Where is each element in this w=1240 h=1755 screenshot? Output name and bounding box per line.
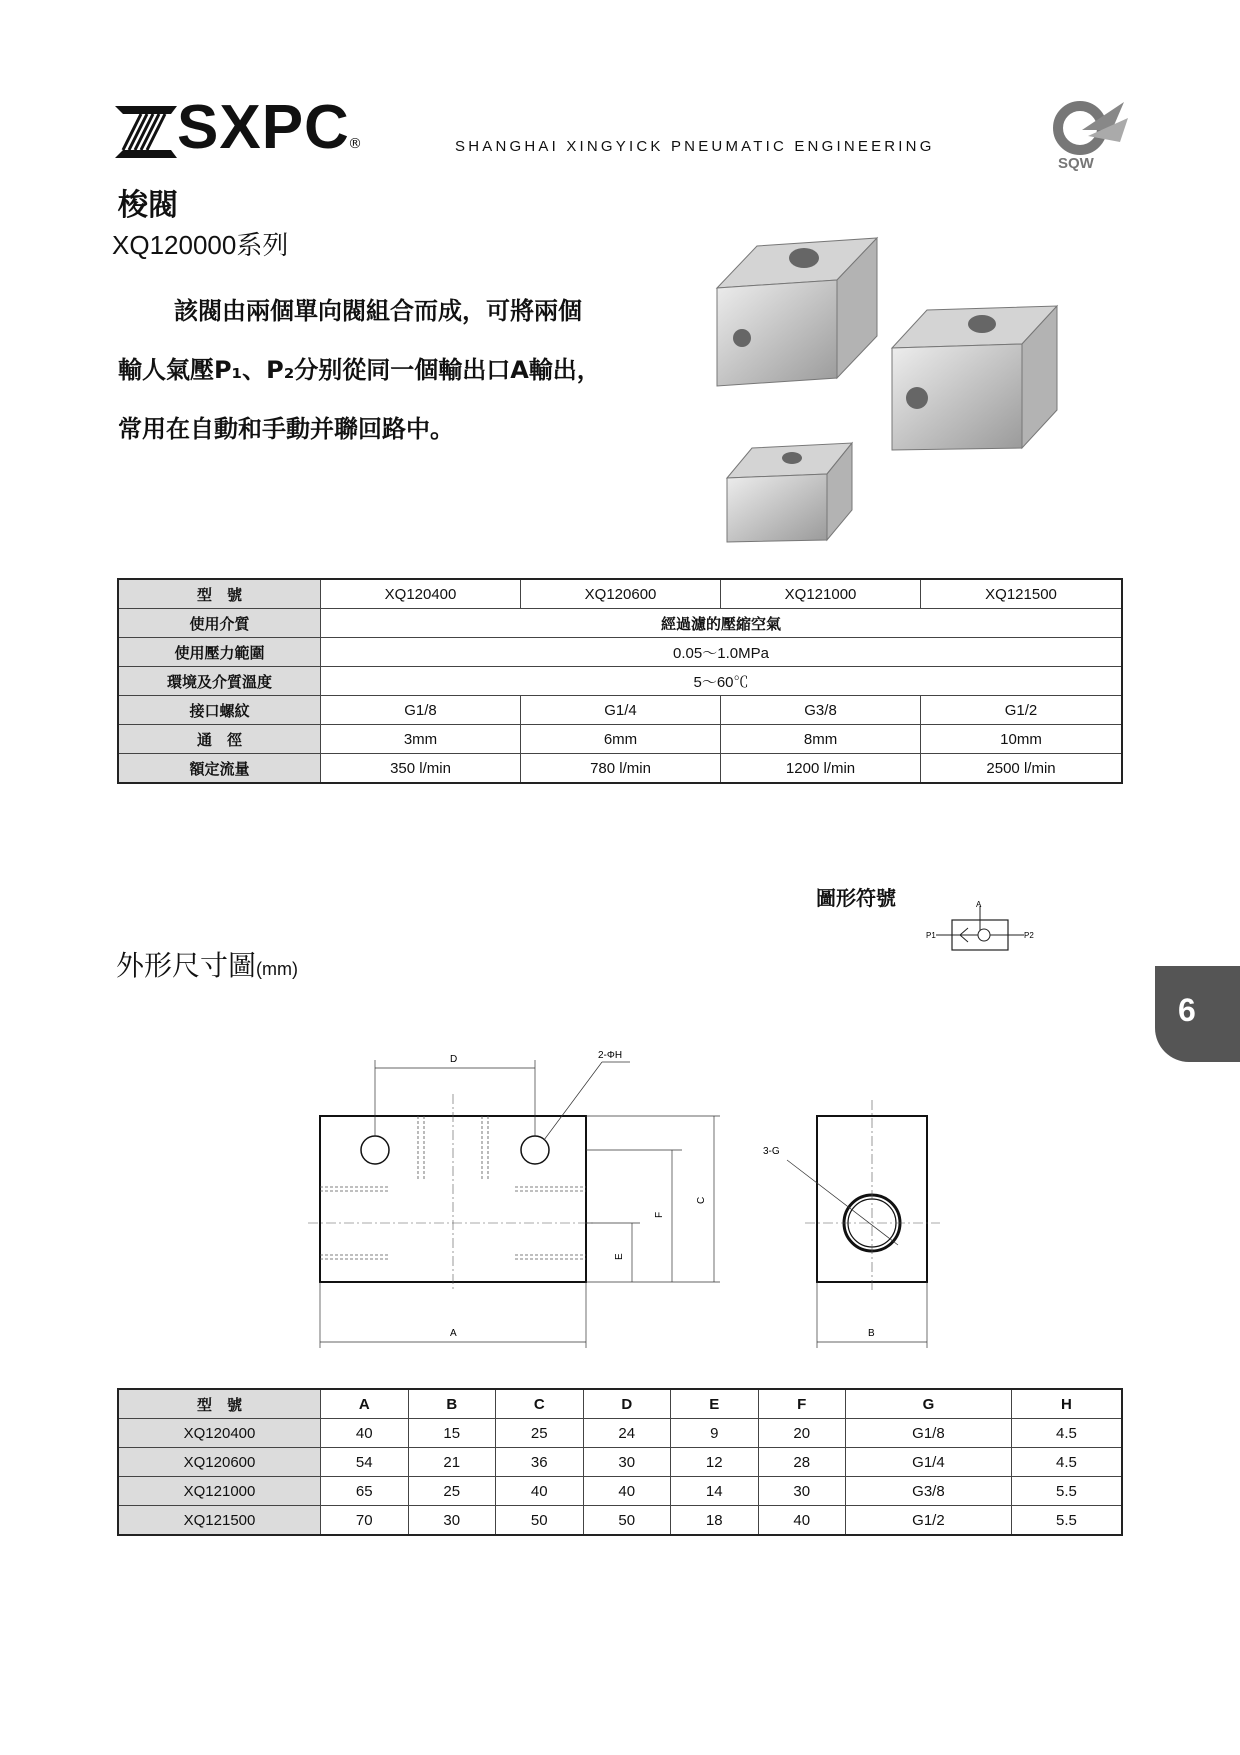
dim-label-c: C <box>696 1196 707 1204</box>
table-row <box>118 1419 1122 1448</box>
dims-header-cell: 型 號 <box>118 1389 321 1419</box>
dims-cell: 4.5 <box>1011 1419 1122 1448</box>
spec-row-label: 使用介質 <box>118 609 321 638</box>
product-series: XQ120000系列 <box>112 230 289 260</box>
dims-cell: XQ121000 <box>118 1477 321 1506</box>
spec-row-label: 額定流量 <box>118 754 321 784</box>
port-p2-label: P2 <box>1024 931 1034 940</box>
description-line: 常用在自動和手動并聯回路中。 <box>118 415 454 443</box>
sqw-text: SQW <box>1058 155 1094 172</box>
dims-cell: 40 <box>496 1477 584 1506</box>
page-tab-number: 6 <box>1178 992 1196 1028</box>
registered-mark: ® <box>348 136 362 152</box>
dims-cell: 65 <box>321 1477 409 1506</box>
dims-cell: 40 <box>583 1477 671 1506</box>
spec-cell: 10mm <box>921 725 1122 754</box>
dims-cell: G1/8 <box>846 1419 1012 1448</box>
dims-cell: 9 <box>671 1419 759 1448</box>
dims-cell: G3/8 <box>846 1477 1012 1506</box>
dims-cell: 36 <box>496 1448 584 1477</box>
model-cell: XQ121000 <box>721 579 921 609</box>
spec-row-label: 環境及介質溫度 <box>118 667 321 696</box>
spec-table <box>117 578 1123 784</box>
spec-cell: 1200 l/min <box>721 754 921 784</box>
dims-cell: 25 <box>408 1477 496 1506</box>
dims-header-cell: G <box>846 1389 1012 1419</box>
spec-row-label: 接口螺紋 <box>118 696 321 725</box>
spec-row-temperature <box>118 667 1122 696</box>
dims-cell: 5.5 <box>1011 1506 1122 1536</box>
dims-cell: 12 <box>671 1448 759 1477</box>
dim-label-thread: 3-G <box>763 1146 780 1157</box>
dim-label-a: A <box>450 1328 457 1339</box>
dims-cell: 54 <box>321 1448 409 1477</box>
dims-cell: 40 <box>758 1506 846 1536</box>
dimension-drawing <box>290 1040 950 1360</box>
dims-cell: 21 <box>408 1448 496 1477</box>
spec-cell: G1/2 <box>921 696 1122 725</box>
port-p1-label: P1 <box>926 931 936 940</box>
dim-label-f: F <box>654 1211 665 1218</box>
dims-cell: 15 <box>408 1419 496 1448</box>
dim-label-d: D <box>450 1054 458 1065</box>
dims-header-cell: F <box>758 1389 846 1419</box>
spec-row-label: 通 徑 <box>118 725 321 754</box>
dims-cell: 24 <box>583 1419 671 1448</box>
spec-row-pressure <box>118 638 1122 667</box>
spec-cell: 350 l/min <box>321 754 521 784</box>
spec-row-value: 5～60℃ <box>321 667 1123 696</box>
table-row <box>118 1506 1122 1536</box>
spec-row-flow <box>118 754 1122 784</box>
spec-row-bore <box>118 725 1122 754</box>
dims-cell: 40 <box>321 1419 409 1448</box>
dim-label-e: E <box>614 1253 625 1260</box>
table-row <box>118 1448 1122 1477</box>
valve-photo-illustration <box>712 228 1092 548</box>
dims-cell: XQ121500 <box>118 1506 321 1536</box>
table-row <box>118 1477 1122 1506</box>
spec-cell: G3/8 <box>721 696 921 725</box>
dimension-title-text: 外形尺寸圖 <box>116 949 257 982</box>
brand-name: SXPC <box>177 93 350 162</box>
spec-row-medium <box>118 609 1122 638</box>
dims-cell: G1/4 <box>846 1448 1012 1477</box>
dims-cell: 28 <box>758 1448 846 1477</box>
shuttle-valve-symbol <box>920 900 1040 960</box>
spec-row-value: 經過濾的壓縮空氣 <box>321 609 1123 638</box>
sqw-logo-icon <box>1050 96 1130 176</box>
symbol-title: 圖形符號 <box>816 886 896 910</box>
dims-header-cell: D <box>583 1389 671 1419</box>
spec-header-label: 型 號 <box>118 579 321 609</box>
dims-header-cell: H <box>1011 1389 1122 1419</box>
sxpc-logo <box>115 93 375 166</box>
model-cell: XQ120600 <box>521 579 721 609</box>
spec-cell: 3mm <box>321 725 521 754</box>
dimensions-table <box>117 1388 1123 1536</box>
description-line: 輸人氣壓P₁、P₂分别從同一個輸出口A輸出， <box>118 356 601 384</box>
dims-cell: XQ120600 <box>118 1448 321 1477</box>
dims-cell: 50 <box>583 1506 671 1536</box>
dims-cell: 5.5 <box>1011 1477 1122 1506</box>
dims-header-cell: E <box>671 1389 759 1419</box>
spec-cell: G1/8 <box>321 696 521 725</box>
dims-cell: 20 <box>758 1419 846 1448</box>
dims-cell: 50 <box>496 1506 584 1536</box>
spec-cell: 2500 l/min <box>921 754 1122 784</box>
spec-cell: 6mm <box>521 725 721 754</box>
dim-label-hole: 2-ΦH <box>598 1050 623 1061</box>
dims-cell: 70 <box>321 1506 409 1536</box>
spec-cell: 780 l/min <box>521 754 721 784</box>
product-name: 梭閥 <box>118 188 178 223</box>
spec-header-row <box>118 579 1122 609</box>
dims-cell: 25 <box>496 1419 584 1448</box>
dim-label-b: B <box>868 1328 875 1339</box>
model-cell: XQ120400 <box>321 579 521 609</box>
dims-cell: G1/2 <box>846 1506 1012 1536</box>
dims-header-row <box>118 1389 1122 1419</box>
page-tab <box>1155 966 1240 1062</box>
dims-cell: 30 <box>408 1506 496 1536</box>
dims-header-cell: C <box>496 1389 584 1419</box>
dimension-unit: (mm) <box>256 959 298 979</box>
spec-cell: 8mm <box>721 725 921 754</box>
dims-header-cell: B <box>408 1389 496 1419</box>
dims-cell: 18 <box>671 1506 759 1536</box>
dims-cell: 14 <box>671 1477 759 1506</box>
dims-cell: XQ120400 <box>118 1419 321 1448</box>
description-line: 該閥由兩個單向閥組合而成，可將兩個 <box>174 297 582 325</box>
spec-row-label: 使用壓力範圍 <box>118 638 321 667</box>
port-a-label: A <box>976 900 982 909</box>
spec-row-value: 0.05～1.0MPa <box>321 638 1123 667</box>
sqw-logo <box>1050 96 1130 176</box>
dims-cell: 30 <box>583 1448 671 1477</box>
product-description <box>118 282 678 459</box>
product-photo <box>712 228 1092 548</box>
spec-cell: G1/4 <box>521 696 721 725</box>
dims-header-cell: A <box>321 1389 409 1419</box>
dimension-title <box>116 944 298 984</box>
sxpc-logo-icon <box>115 106 177 166</box>
dims-cell: 30 <box>758 1477 846 1506</box>
company-name: SHANGHAI XINGYICK PNEUMATIC ENGINEERING <box>455 138 935 155</box>
model-cell: XQ121500 <box>921 579 1122 609</box>
shuttle-valve-symbol-icon <box>920 900 1040 960</box>
spec-row-thread <box>118 696 1122 725</box>
dims-cell: 4.5 <box>1011 1448 1122 1477</box>
dimension-drawing-svg <box>290 1040 950 1360</box>
